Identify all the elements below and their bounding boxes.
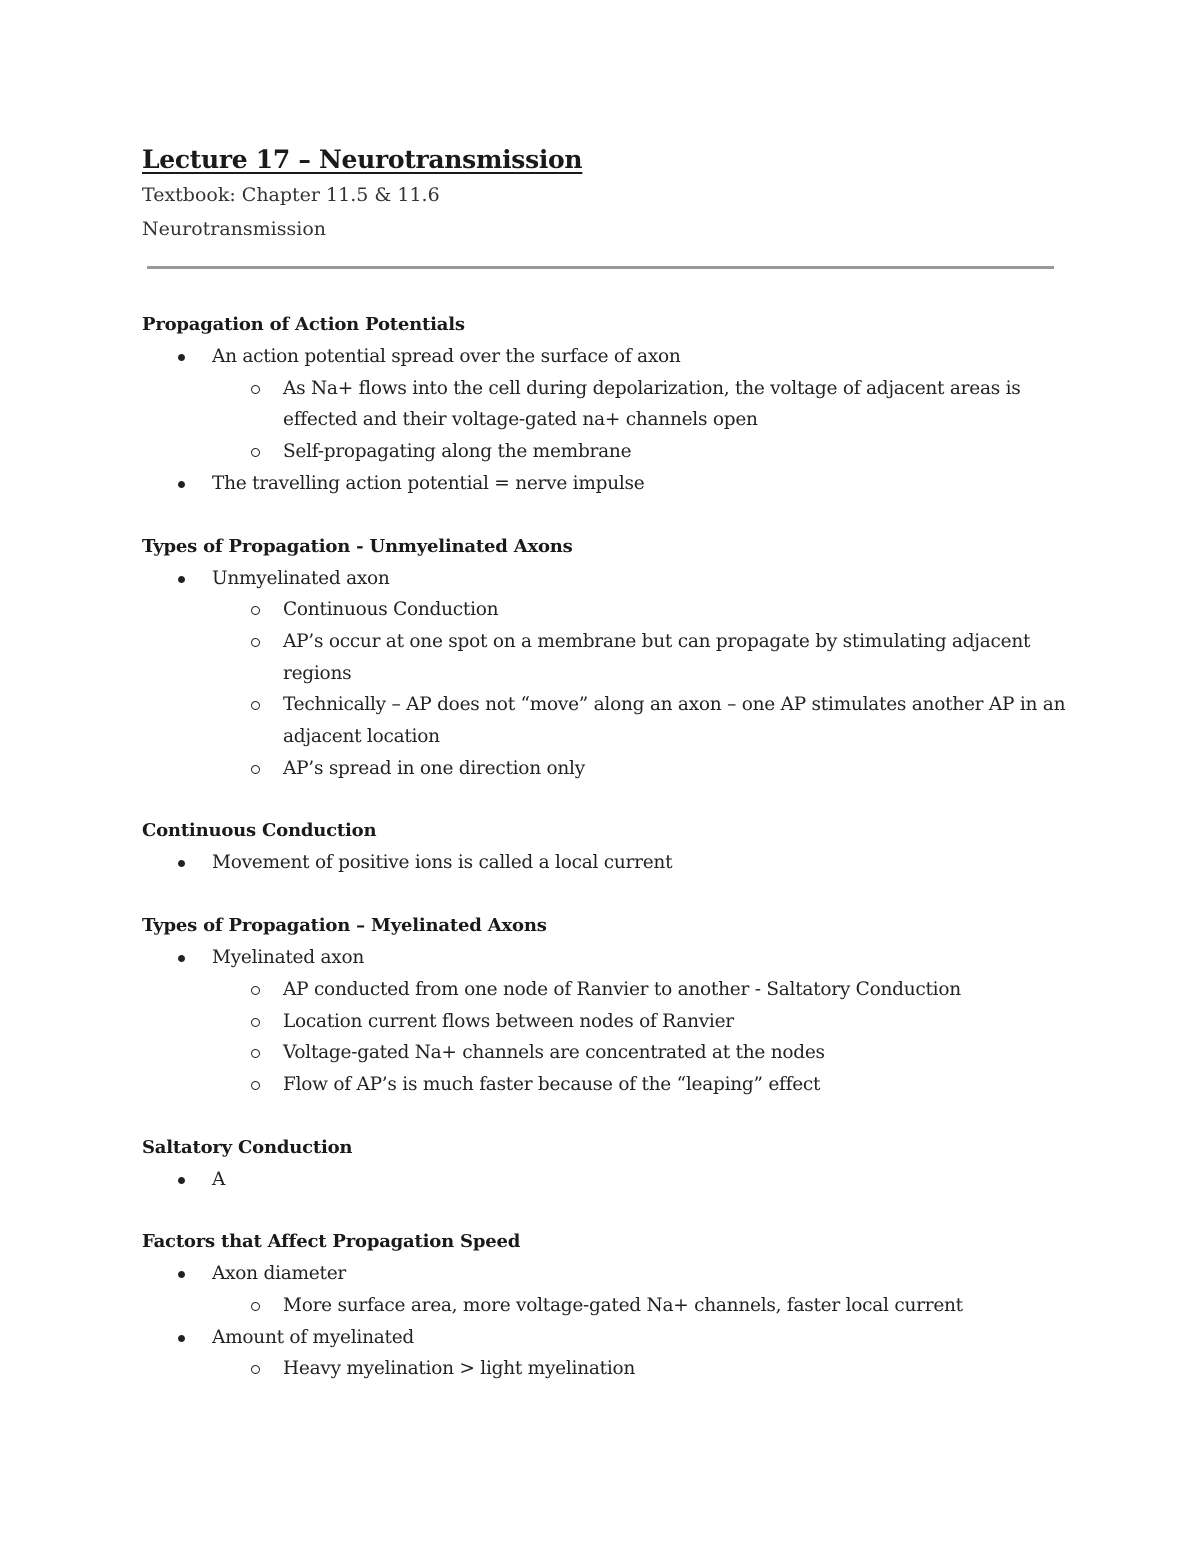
bullet-item <box>142 563 1062 595</box>
hollow-bullet-icon <box>251 986 260 995</box>
sub-bullet-item <box>142 974 1062 1006</box>
sub-bullet-text: Self-propagating along the membrane <box>283 441 632 463</box>
hollow-bullet-icon <box>251 1302 260 1311</box>
sub-bullet-item <box>142 1006 1062 1038</box>
sub-bullet-item <box>142 1290 1062 1322</box>
sub-bullet-text: More surface area, more voltage-gated Na+ channels, faster local current <box>283 1295 963 1317</box>
bullet-text: Movement of positive ions is called a local current <box>212 852 673 874</box>
bullet-item <box>142 468 1062 500</box>
bullet-text: Amount of myelinated <box>212 1326 414 1348</box>
sub-bullet-text: Continuous Conduction <box>283 599 499 621</box>
bullet-list <box>142 341 1062 500</box>
sub-bullet-item <box>142 594 1062 626</box>
sub-bullet-item <box>142 689 1066 752</box>
sub-bullet-item <box>142 1037 1062 1069</box>
bullet-text: Axon diameter <box>212 1263 346 1285</box>
sub-bullet-item <box>142 753 1062 785</box>
hollow-bullet-icon <box>251 448 260 457</box>
document-title: Lecture 17 – Neurotransmission <box>142 145 583 174</box>
sub-bullet-text: Heavy myelination > light myelination <box>283 1358 636 1380</box>
bullet-text: Myelinated axon <box>212 947 364 969</box>
section-heading: Types of Propagation - Unmyelinated Axons <box>142 535 573 557</box>
notes-body <box>142 309 1066 1385</box>
filled-bullet-icon <box>178 860 185 867</box>
filled-bullet-icon <box>178 481 185 488</box>
bullet-list <box>142 563 1066 785</box>
sub-bullet-text: AP conducted from one node of Ranvier to another - Saltatory Conduction <box>283 978 961 1000</box>
sub-bullet-item <box>142 436 1062 468</box>
hollow-bullet-icon <box>251 638 260 647</box>
sub-bullet-text: AP’s occur at one spot on a membrane but can propagate by stimulating adjacent regions <box>283 630 1031 684</box>
sub-bullet-text: Voltage-gated Na+ channels are concentrated at the nodes <box>283 1042 825 1064</box>
bullet-item <box>142 942 1062 974</box>
section-heading: Propagation of Action Potentials <box>142 314 465 335</box>
hollow-bullet-icon <box>251 606 260 615</box>
bullet-text: The travelling action potential = nerve impulse <box>212 472 645 494</box>
bullet-item <box>142 1258 1062 1290</box>
section-heading: Continuous Conduction <box>142 820 377 842</box>
filled-bullet-icon <box>178 1177 185 1184</box>
bullet-text: A <box>212 1168 226 1190</box>
sub-bullet-item <box>142 373 1062 436</box>
hollow-bullet-icon <box>251 385 260 394</box>
filled-bullet-icon <box>178 955 185 962</box>
bullet-list <box>142 942 1062 1101</box>
hollow-bullet-icon <box>251 1365 260 1374</box>
sub-bullet-text: Location current flows between nodes of Ranvier <box>283 1010 734 1032</box>
bullet-item <box>142 1322 1062 1354</box>
notes-section <box>142 309 1062 500</box>
bullet-text: An action potential spread over the surface of axon <box>212 346 681 367</box>
notes-section <box>142 910 1062 1101</box>
topic-line: Neurotransmission <box>142 218 327 240</box>
section-heading: Saltatory Conduction <box>142 1136 353 1158</box>
hollow-bullet-icon <box>251 765 260 774</box>
hollow-bullet-icon <box>251 701 260 710</box>
bullet-list <box>142 1258 1062 1385</box>
filled-bullet-icon <box>178 576 185 583</box>
filled-bullet-icon <box>178 1335 185 1342</box>
bullet-item <box>142 847 1062 879</box>
sub-bullet-text: Technically – AP does not “move” along an axon – one AP stimulates another AP in an adjacent location <box>283 694 1066 748</box>
hollow-bullet-icon <box>251 1049 260 1058</box>
bullet-list <box>142 1164 1062 1196</box>
sub-bullet-text: AP’s spread in one direction only <box>283 757 585 779</box>
bullet-item <box>142 341 1062 373</box>
bullet-item <box>142 1164 1062 1196</box>
notes-section <box>142 531 1066 785</box>
sub-bullet-text: As Na+ flows into the cell during depolarization, the voltage of adjacent areas is effected and their voltage-gated na+ channels open <box>283 377 1021 431</box>
bullet-list <box>142 847 1062 879</box>
section-heading: Factors that Affect Propagation Speed <box>142 1231 521 1253</box>
notes-section <box>142 815 1062 879</box>
textbook-reference: Textbook: Chapter 11.5 & 11.6 <box>142 184 440 206</box>
hollow-bullet-icon <box>251 1081 260 1090</box>
notes-section <box>142 1226 1062 1385</box>
sub-bullet-item <box>142 626 1062 689</box>
filled-bullet-icon <box>178 354 185 361</box>
filled-bullet-icon <box>178 1271 185 1278</box>
sub-bullet-item <box>142 1069 1062 1101</box>
hollow-bullet-icon <box>251 1018 260 1027</box>
sub-bullet-text: Flow of AP’s is much faster because of the “leaping” effect <box>283 1073 821 1095</box>
notes-section <box>142 1132 1062 1196</box>
section-heading: Types of Propagation – Myelinated Axons <box>142 915 547 937</box>
document-page <box>142 142 1066 1416</box>
horizontal-rule <box>147 266 1054 269</box>
sub-bullet-item <box>142 1353 1062 1385</box>
bullet-text: Unmyelinated axon <box>212 567 390 589</box>
